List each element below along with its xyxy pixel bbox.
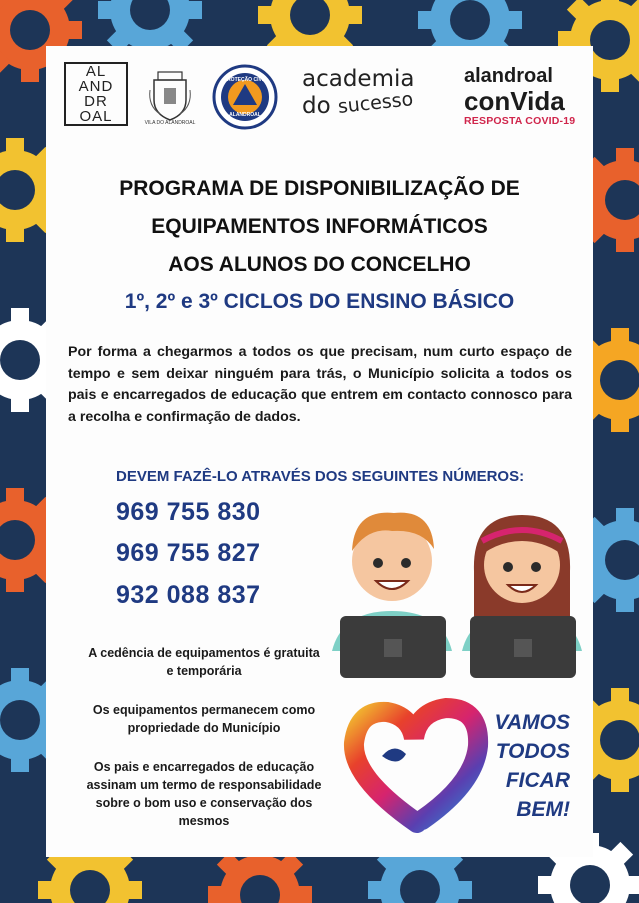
note-line: Os pais e encarregados de educação [93,760,315,774]
contact-heading: DEVEM FAZÊ-LO ATRAVÉS DOS SEGUINTES NÚMEROS: [116,468,525,485]
note-responsibility [64,758,344,830]
alandroal-logo [64,62,128,126]
note-free-temporary [64,644,344,680]
academia-line2b: sucesso [336,88,415,118]
alandroal-convida-logo [464,64,584,127]
page-subtitle: 1º, 2º e 3º CICLOS DO ENSINO BÁSICO [124,290,515,313]
boy-figure [332,513,452,678]
note-line: propriedade do Município [127,721,281,735]
note-line: mesmos [178,814,230,828]
protecao-civil-logo [212,64,278,130]
intro-paragraph: Por forma a chegarmos a todos os que precisam, num curto espaço de tempo e sem deixar ninguém para trás, o Município solicita a todos os pais e encarregados de educação que entrem em contacto connosco para a recolha e confirmação de dados. [68,344,572,425]
crest-caption: VILA DO ALANDROAL [144,120,196,126]
note-line: A cedência de equipamentos é gratuita [88,646,320,660]
slogan-line: FICAR [505,769,570,792]
academia-line2: do [302,93,331,119]
slogan [476,708,570,824]
alandroal-logo-line: OAL [79,108,113,125]
note-line: sobre o bom uso e conservação dos [95,796,313,810]
academia-line1: academia [302,66,415,92]
content-card [46,46,593,857]
title-line2: EQUIPAMENTOS INFORMÁTICOS [151,215,488,238]
protecao-civil-sublabel: ALANDROAL [229,112,261,118]
alandroal-logo-line: AND [78,78,114,95]
phone-number[interactable]: 969 755 830 [116,498,261,526]
alandroal-logo-line: DR [84,93,108,110]
title-line1: PROGRAMA DE DISPONIBILIZAÇÃO DE [119,177,520,200]
slogan-line: TODOS [495,740,570,763]
note-property [64,701,344,737]
note-line: assinam um termo de responsabilidade [86,778,322,792]
convida-line2: conVida [464,86,565,116]
rainbow-heart-icon [342,698,492,833]
convida-line3: RESPOSTA COVID-19 [464,115,576,127]
convida-line1: alandroal [464,65,553,87]
kids-with-laptops-illustration [322,501,582,681]
protecao-civil-icon [212,64,278,130]
page-title [46,170,593,284]
girl-figure [462,515,582,678]
alandroal-logo-line: AL [85,63,107,80]
slogan-line: BEM! [516,798,570,821]
slogan-line: VAMOS [494,711,570,734]
note-line: e temporária [166,664,242,678]
phone-number[interactable]: 969 755 827 [116,539,261,567]
academia-do-sucesso-logo [302,66,452,121]
title-line3: AOS ALUNOS DO CONCELHO [168,253,471,276]
protecao-civil-label: PROTEÇÃO CIVIL [223,77,267,83]
phone-number[interactable]: 932 088 837 [116,581,261,609]
municipal-crest [146,70,194,128]
note-line: Os equipamentos permanecem como [92,703,316,717]
